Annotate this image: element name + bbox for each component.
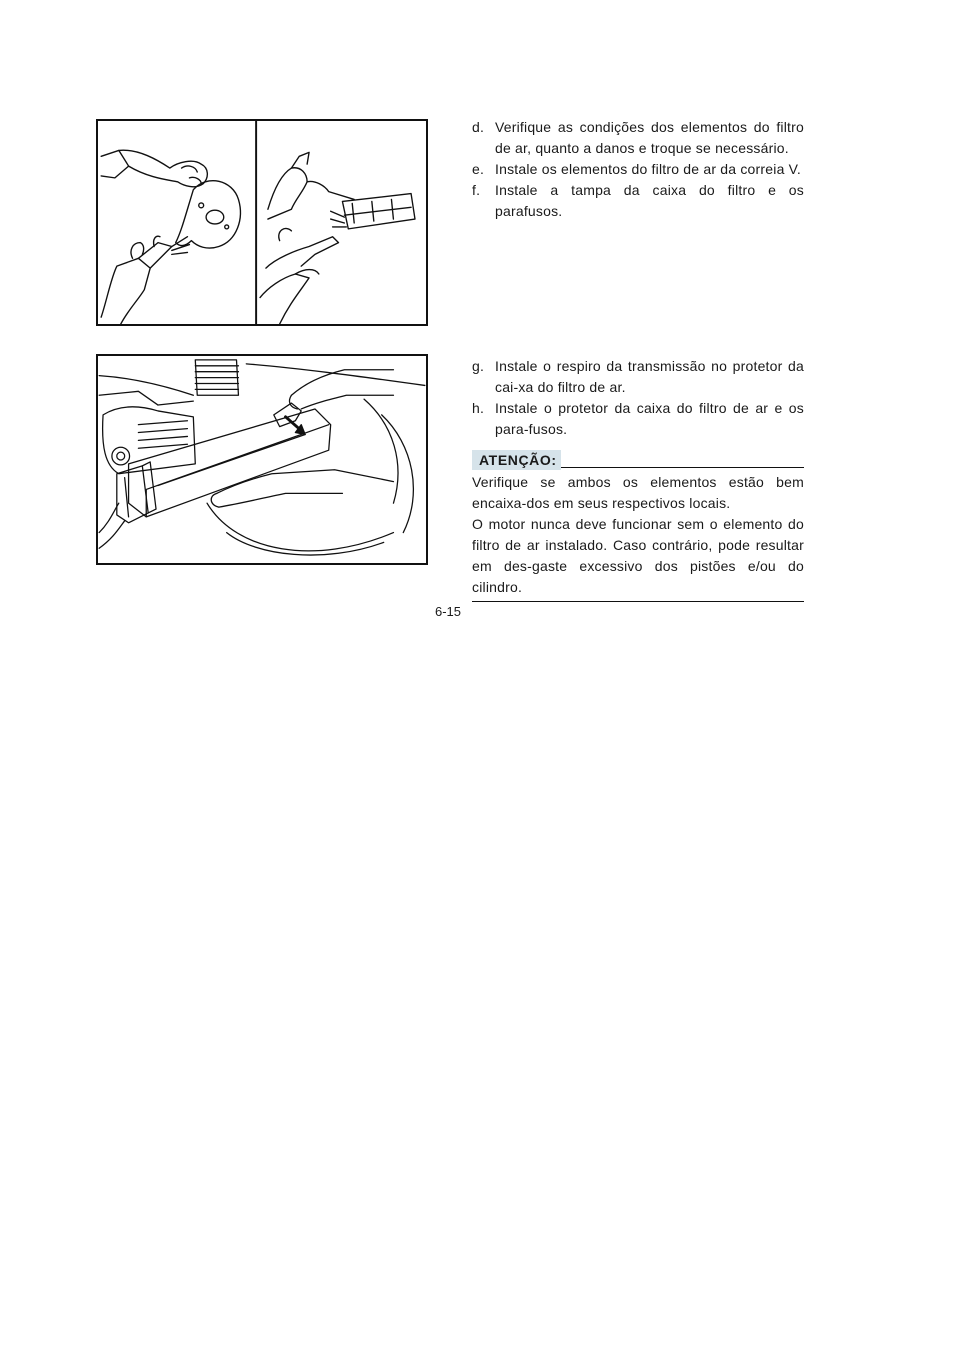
step-letter: h. [472,400,485,416]
caution-paragraph-2: O motor nunca deve funcionar sem o elemento do filtro de ar instalado. Caso contrário, pode resultar em des-gaste excessivo dos pistões e/ou do cilindro. [472,516,804,595]
step-d [472,117,804,159]
step-letter: d. [472,119,485,135]
figure-air-filter-cleaning [96,119,428,326]
step-g [472,356,804,398]
air-filter-cleaning-illustration [98,121,426,324]
caution-body [472,470,804,598]
steps-top [472,117,804,222]
step-text: Instale o protetor da caixa do filtro de ar e os para-fusos. [495,400,804,437]
step-h [472,398,804,440]
step-text: Instale o respiro da transmissão no protetor da cai-xa do filtro de ar. [495,358,804,395]
step-f [472,180,804,222]
step-letter: f. [472,182,481,198]
steps-bottom [472,356,804,440]
caution-end-rule [472,601,804,602]
step-text: Instale os elementos do filtro de ar da correia V. [495,161,801,177]
case-cover-install-illustration [98,356,426,563]
step-text: Instale a tampa da caixa do filtro e os parafusos. [495,182,804,219]
caution-paragraph-1: Verifique se ambos os elementos estão bem encaixa-dos em seus respectivos locais. [472,474,804,511]
caution-header [472,450,804,470]
figure-case-cover-install [96,354,428,565]
caution-rule [561,467,804,468]
step-letter: g. [472,358,485,374]
page-number: 6-15 [434,604,462,619]
caution-note [472,450,804,602]
step-text: Verifique as condições dos elementos do filtro de ar, quanto a danos e troque se necessário. [495,119,804,156]
caution-label: ATENÇÃO: [472,450,561,470]
step-letter: e. [472,161,485,177]
step-e [472,159,804,180]
